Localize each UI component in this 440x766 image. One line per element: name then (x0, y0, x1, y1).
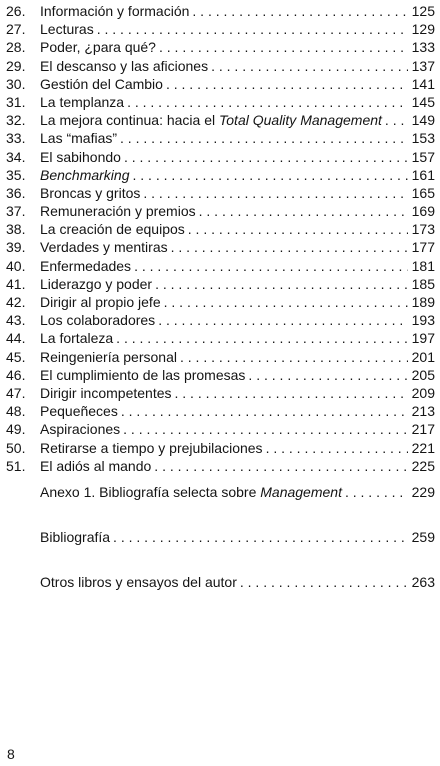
toc-entry-title-text: La mejora continua: hacia el (40, 112, 219, 129)
toc-entry (6, 166, 435, 184)
toc-entry-title-text: Remuneración y premios (40, 203, 196, 220)
toc-entry-number: 36. (6, 184, 26, 201)
toc-entry-title-text: Aspiraciones (40, 421, 121, 438)
toc-entry-title-italic: Benchmarking (40, 166, 130, 183)
toc-entry-page: 205 (411, 366, 435, 383)
toc-entry-title (40, 75, 166, 93)
dot-leader (164, 293, 408, 311)
toc-entry-title-text: Reingeniería personal (40, 348, 177, 365)
toc-entry-title-text: El descanso y las aficiones (40, 57, 209, 74)
toc-entry-number: 31. (6, 93, 26, 110)
toc-entry (6, 420, 435, 438)
toc-entry-page: 153 (411, 130, 435, 147)
toc-entry-title-text: Retirarse a tiempo y prejubilaciones (40, 439, 263, 456)
toc-entry (6, 275, 435, 293)
dot-leader (127, 93, 408, 111)
toc-entry-number: 28. (6, 39, 26, 56)
toc-entry-title (40, 402, 121, 420)
dot-leader (188, 220, 408, 238)
toc-entry-number: 43. (6, 312, 26, 329)
toc-entry-title-text: Dirigir incompetentes (40, 384, 172, 401)
dot-leader (240, 573, 408, 591)
toc-entry (6, 75, 435, 93)
toc-entry-title (40, 148, 124, 166)
toc-entry-title (40, 457, 154, 475)
table-of-contents (6, 2, 435, 475)
toc-entry-title-text: Bibliografía (40, 529, 111, 545)
dot-leader (133, 166, 409, 184)
toc-entry-title (40, 220, 188, 238)
toc-entry-title (40, 420, 123, 438)
toc-entry-page: 177 (411, 239, 435, 256)
toc-entry-page: 137 (411, 57, 435, 74)
toc-entry-number: 35. (6, 166, 26, 183)
toc-entry-title (40, 348, 180, 366)
toc-entry-page: 209 (411, 384, 435, 401)
toc-entry-number: 48. (6, 403, 26, 420)
dot-leader (159, 38, 408, 56)
toc-entry-title (40, 275, 155, 293)
toc-entry-title-text: El adiós al mando (40, 457, 152, 474)
toc-entry-page: 259 (411, 529, 435, 545)
toc-entry-number: 50. (6, 439, 26, 456)
toc-entry (6, 93, 435, 111)
toc-entry (6, 238, 435, 256)
toc-entry-title (40, 57, 211, 75)
toc-entry-title (40, 366, 248, 384)
toc-entry-title (40, 2, 192, 20)
toc-entry-page: 263 (411, 574, 435, 590)
toc-entry-title (40, 184, 143, 202)
dot-leader (199, 202, 408, 220)
toc-entry (6, 202, 435, 220)
toc-entry (6, 184, 435, 202)
annex-entry (40, 573, 435, 591)
dot-leader (134, 257, 408, 275)
toc-entry (6, 148, 435, 166)
toc-entry-title (40, 293, 164, 311)
dot-leader (158, 311, 408, 329)
toc-entry-page: 201 (411, 348, 435, 365)
toc-entry-title-text: Poder, ¿para qué? (40, 39, 156, 56)
toc-entry (6, 402, 435, 420)
toc-entry-number: 33. (6, 130, 26, 147)
toc-entry-page: 193 (411, 312, 435, 329)
toc-entry-page: 197 (411, 330, 435, 347)
toc-entry-title (40, 329, 116, 347)
toc-entry (6, 20, 435, 38)
dot-leader (120, 129, 408, 147)
toc-entry-page: 213 (411, 403, 435, 420)
toc-entry-number: 34. (6, 148, 26, 165)
toc-entry-page: 141 (411, 75, 435, 92)
dot-leader (154, 457, 408, 475)
toc-entry (6, 111, 435, 129)
toc-entry-page: 157 (411, 148, 435, 165)
toc-entry (6, 257, 435, 275)
toc-entry-number: 49. (6, 421, 26, 438)
toc-entry-title-text: Enfermedades (40, 257, 132, 274)
toc-entry-title (40, 166, 133, 184)
dot-leader (385, 111, 408, 129)
dot-leader (121, 402, 408, 420)
toc-entry-page: 169 (411, 203, 435, 220)
toc-entry-number: 40. (6, 257, 26, 274)
toc-entry-number: 39. (6, 239, 26, 256)
toc-entry-title-text: Dirigir al propio jefe (40, 294, 161, 310)
toc-entry-page: 165 (411, 184, 435, 201)
toc-entry (6, 366, 435, 384)
dot-leader (166, 75, 408, 93)
toc-entry-title-text: El sabihondo (40, 148, 121, 165)
toc-entry (6, 38, 435, 56)
toc-entry-title-text: Anexo 1. Bibliografía selecta sobre (40, 484, 261, 500)
toc-entry-title (40, 93, 127, 111)
toc-entry-number: 41. (6, 275, 26, 292)
toc-entry (6, 384, 435, 402)
toc-entry-title (40, 129, 120, 147)
annex-entry (40, 528, 435, 546)
toc-entry (6, 57, 435, 75)
toc-entry-number: 37. (6, 203, 26, 220)
toc-entry (40, 573, 435, 591)
toc-entry-title-text: Gestión del Cambio (40, 75, 163, 92)
toc-entry-title-text: La fortaleza (40, 330, 114, 347)
toc-entry-page: 217 (411, 421, 435, 438)
toc-entry-number: 26. (6, 3, 26, 19)
dot-leader (266, 439, 408, 457)
toc-entry-page: 225 (411, 457, 435, 474)
toc-entry-page: 189 (411, 294, 435, 310)
toc-entry-title-text: Broncas y gritos (40, 184, 141, 201)
dot-leader (124, 148, 408, 166)
toc-entry-title-text: Las “mafias” (40, 130, 118, 147)
toc-entry-page: 133 (411, 39, 435, 56)
toc-entry-title-text: Pequeñeces (40, 403, 118, 420)
dot-leader (180, 348, 408, 366)
toc-entry (40, 483, 435, 501)
toc-entry (6, 220, 435, 238)
toc-entry (6, 293, 435, 311)
toc-entry-title (40, 439, 266, 457)
toc-entry (6, 439, 435, 457)
dot-leader (211, 57, 408, 75)
toc-entry-page: 129 (411, 21, 435, 38)
toc-entry-title (40, 573, 240, 591)
toc-entry-title (40, 238, 171, 256)
toc-entry (6, 348, 435, 366)
toc-entry-number: 42. (6, 294, 26, 310)
toc-entry (40, 528, 435, 546)
toc-entry-number: 47. (6, 384, 26, 401)
toc-entry-title (40, 257, 134, 275)
toc-entry-page: 181 (411, 257, 435, 274)
toc-entry-title (40, 111, 385, 129)
toc-entry-page: 161 (411, 166, 435, 183)
page-number: 8 (7, 746, 15, 762)
toc-entry-title (40, 20, 97, 38)
toc-entry (6, 2, 435, 20)
toc-entry-number: 32. (6, 112, 26, 129)
toc-entry-title-italic: Management (260, 484, 342, 500)
toc-entry-title (40, 202, 199, 220)
toc-entry-number: 29. (6, 57, 26, 74)
toc-entry-title-text: Información y formación (40, 3, 190, 19)
dot-leader (155, 275, 408, 293)
toc-entry-page: 149 (411, 112, 435, 129)
dot-leader (192, 2, 408, 20)
toc-entry-title-text: Liderazgo y poder (40, 275, 153, 292)
toc-entry-title-italic: Total Quality Management (219, 112, 382, 129)
dot-leader (175, 384, 409, 402)
toc-entry (6, 329, 435, 347)
toc-entry-title (40, 483, 345, 501)
dot-leader (116, 329, 408, 347)
toc-entry-title-text: Otros libros y ensayos del autor (40, 574, 237, 590)
toc-entry-number: 44. (6, 330, 26, 347)
dot-leader (248, 366, 408, 384)
toc-entry-page: 185 (411, 275, 435, 292)
toc-entry-number: 51. (6, 457, 26, 474)
dot-leader (97, 20, 408, 38)
dot-leader (143, 184, 408, 202)
toc-entry-number: 38. (6, 221, 26, 238)
toc-entry-title-text: Verdades y mentiras (40, 239, 168, 256)
toc-entry-number: 46. (6, 366, 26, 383)
annex-entry (40, 483, 435, 501)
dot-leader (345, 483, 408, 501)
toc-entry-title-text: La templanza (40, 93, 125, 110)
toc-entry-title (40, 311, 158, 329)
toc-entry-title-text: Los colaboradores (40, 312, 156, 329)
toc-entry-page: 145 (411, 93, 435, 110)
toc-entry-title-text: Lecturas (40, 21, 94, 38)
toc-entry-number: 45. (6, 348, 26, 365)
toc-entry-page: 221 (411, 439, 435, 456)
dot-leader (123, 420, 408, 438)
toc-entry-title (40, 384, 175, 402)
toc-entry-title-text: El cumplimiento de las promesas (40, 366, 246, 383)
toc-entry-title (40, 38, 159, 56)
toc-entry-title-text: La creación de equipos (40, 221, 185, 238)
toc-entry (6, 311, 435, 329)
toc-entry (6, 457, 435, 475)
dot-leader (113, 528, 408, 546)
toc-entry-number: 30. (6, 75, 26, 92)
dot-leader (171, 238, 408, 256)
toc-entry-title (40, 528, 113, 546)
toc-entry-page: 229 (411, 484, 435, 500)
toc-entry-page: 125 (411, 3, 435, 19)
toc-entry (6, 129, 435, 147)
toc-entry-page: 173 (411, 221, 435, 238)
toc-entry-number: 27. (6, 21, 26, 38)
